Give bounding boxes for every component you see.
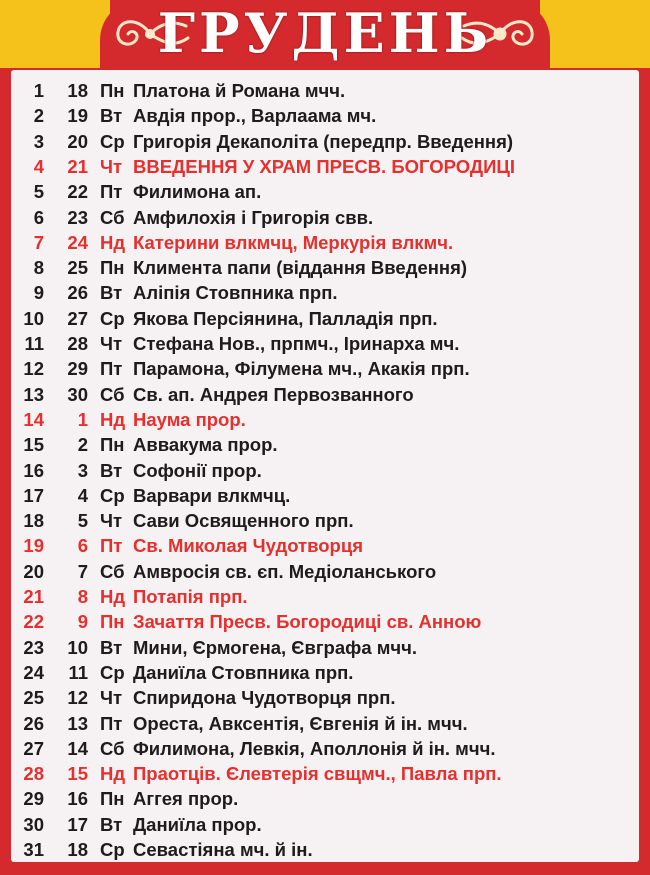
- weekday: Пт: [100, 712, 123, 734]
- old-style-date: 8: [77, 586, 88, 607]
- calendar-row: [11, 837, 639, 862]
- saints-commemoration: Якова Персіянина, Палладія прп.: [133, 307, 438, 329]
- saints-commemoration: Мини, Єрмогена, Євграфа мчч.: [133, 636, 418, 658]
- saints-commemoration: Св. Миколая Чудотворця: [133, 535, 363, 557]
- day-number: 28: [23, 763, 44, 785]
- day-number: 2: [33, 105, 44, 127]
- calendar-row: [11, 660, 639, 685]
- calendar-row-holiday: [11, 154, 639, 179]
- calendar-row: [11, 736, 639, 761]
- weekday: Пн: [100, 434, 125, 456]
- saints-commemoration: Праотців. Єлевтерія свщмч., Павла прп.: [133, 763, 502, 785]
- calendar-panel: [11, 70, 639, 862]
- weekday: Пт: [100, 358, 123, 380]
- page-title: ГРУДЕНЬ: [157, 1, 493, 65]
- saints-commemoration: Амвросія св. єп. Медіоланського: [133, 560, 437, 582]
- saints-commemoration: Стефана Нов., прпмч., Іринарха мч.: [133, 333, 460, 354]
- saints-commemoration: Спиридона Чудотворця прп.: [133, 687, 396, 709]
- old-style-date: 23: [67, 206, 88, 228]
- saints-commemoration: Ореста, Авксентія, Євгенія й ін. мчч.: [133, 712, 468, 734]
- calendar-row: [11, 205, 639, 230]
- calendar-row: [11, 103, 639, 128]
- calendar-row: [11, 635, 639, 660]
- calendar-row-holiday: [11, 407, 639, 432]
- saints-commemoration: Парамона, Філумена мч., Акакія прп.: [133, 358, 470, 380]
- day-number: 13: [23, 383, 44, 405]
- weekday: Пн: [100, 257, 125, 279]
- saints-commemoration: Даниїла прор.: [133, 813, 262, 835]
- day-number: 19: [23, 535, 44, 557]
- old-style-date: 24: [67, 231, 88, 253]
- day-number: 7: [33, 231, 44, 253]
- saints-commemoration: Зачаття Пресв. Богородиці св. Анною: [133, 611, 482, 633]
- old-style-date: 26: [67, 282, 88, 304]
- old-style-date: 16: [67, 788, 88, 810]
- saints-commemoration: Филимона ап.: [133, 181, 262, 203]
- weekday: Сб: [100, 206, 125, 228]
- weekday: Пт: [100, 181, 123, 203]
- saints-commemoration: Варвари влкмчц.: [133, 484, 291, 506]
- calendar-row: [11, 306, 639, 331]
- old-style-date: 15: [67, 763, 88, 785]
- weekday: Пн: [100, 611, 125, 633]
- calendar-row: [11, 508, 639, 533]
- weekday: Пт: [100, 535, 123, 557]
- saints-commemoration: Софонії прор.: [133, 459, 262, 481]
- calendar-row: [11, 331, 639, 356]
- calendar-row-holiday: [11, 761, 639, 786]
- weekday: Ср: [100, 307, 125, 329]
- saints-commemoration: Платона й Романа мчч.: [133, 80, 346, 101]
- weekday: Чт: [100, 155, 123, 177]
- day-number: 17: [23, 484, 44, 506]
- saints-commemoration: Даниїла Стовпника прп.: [133, 661, 354, 683]
- old-style-date: 14: [67, 737, 88, 759]
- weekday: Сб: [100, 560, 125, 582]
- old-style-date: 22: [67, 181, 88, 203]
- old-style-date: 30: [67, 383, 88, 405]
- old-style-date: 10: [67, 636, 88, 658]
- weekday: Сб: [100, 737, 125, 759]
- saints-commemoration: Климента папи (віддання Введення): [133, 257, 468, 279]
- weekday: Вт: [100, 636, 123, 658]
- old-style-date: 25: [67, 257, 88, 279]
- old-style-date: 21: [67, 155, 88, 177]
- saints-commemoration: Авдія прор., Варлаама мч.: [133, 105, 377, 127]
- saints-commemoration: ВВЕДЕННЯ У ХРАМ ПРЕСВ. БОГОРОДИЦІ: [133, 155, 516, 177]
- calendar-row: [11, 711, 639, 736]
- day-number: 15: [23, 434, 44, 456]
- weekday: Пн: [100, 788, 125, 810]
- old-style-date: 28: [67, 333, 88, 354]
- old-style-date: 4: [77, 484, 88, 506]
- old-style-date: 18: [67, 839, 88, 860]
- day-number: 31: [23, 839, 44, 860]
- day-number: 5: [33, 181, 44, 203]
- weekday: Сб: [100, 383, 125, 405]
- day-number: 29: [23, 788, 44, 810]
- old-style-date: 20: [67, 130, 88, 152]
- old-style-date: 11: [68, 661, 88, 683]
- saints-commemoration: Аггея прор.: [133, 788, 239, 810]
- calendar-row: [11, 129, 639, 154]
- day-number: 3: [33, 130, 44, 152]
- weekday: Ср: [100, 661, 125, 683]
- day-number: 27: [23, 737, 44, 759]
- day-number: 10: [23, 307, 44, 329]
- calendar-row: [11, 483, 639, 508]
- saints-commemoration: Аліпія Стовпника прп.: [133, 282, 338, 304]
- old-style-date: 17: [67, 813, 88, 835]
- old-style-date: 12: [67, 687, 88, 709]
- calendar-row: [11, 356, 639, 381]
- saints-commemoration: Григорія Декаполіта (передпр. Введення): [133, 130, 514, 152]
- day-number: 22: [23, 611, 44, 633]
- weekday: Нд: [100, 408, 126, 430]
- day-number: 16: [23, 459, 44, 481]
- calendar-row: [11, 78, 639, 103]
- weekday: Пн: [100, 80, 125, 101]
- weekday: Нд: [100, 586, 126, 607]
- old-style-date: 18: [67, 80, 88, 101]
- day-number: 21: [23, 586, 44, 607]
- old-style-date: 5: [77, 510, 88, 532]
- saints-commemoration: Св. ап. Андрея Первозванного: [133, 383, 414, 405]
- saints-commemoration: Потапія прп.: [133, 586, 248, 607]
- calendar-row: [11, 255, 639, 280]
- day-number: 14: [23, 408, 44, 430]
- day-number: 20: [23, 560, 44, 582]
- saints-commemoration: Катерини влкмчц, Меркурія влкмч.: [133, 231, 454, 253]
- weekday: Ср: [100, 484, 125, 506]
- calendar-row: [11, 812, 639, 837]
- calendar-row: [11, 179, 639, 204]
- calendar-row: [11, 382, 639, 407]
- calendar-row-holiday: [11, 584, 639, 609]
- old-style-date: 29: [67, 358, 88, 380]
- weekday: Вт: [100, 282, 123, 304]
- day-number: 11: [24, 333, 44, 354]
- old-style-date: 9: [77, 611, 88, 633]
- saints-commemoration: Севастіяна мч. й ін.: [133, 839, 313, 860]
- calendar-row: [11, 685, 639, 710]
- old-style-date: 3: [77, 459, 88, 481]
- day-number: 12: [23, 358, 44, 380]
- weekday: Ср: [100, 839, 125, 860]
- old-style-date: 13: [67, 712, 88, 734]
- calendar-row: [11, 559, 639, 584]
- weekday: Чт: [100, 333, 123, 354]
- old-style-date: 1: [77, 408, 88, 430]
- day-number: 8: [33, 257, 44, 279]
- old-style-date: 2: [77, 434, 88, 456]
- saints-commemoration: Сави Освященного прп.: [133, 510, 354, 532]
- day-number: 6: [33, 206, 44, 228]
- calendar-row-holiday: [11, 533, 639, 558]
- calendar-row-holiday: [11, 230, 639, 255]
- weekday: Ср: [100, 130, 125, 152]
- saints-commemoration: Амфилохія і Григорія свв.: [133, 206, 374, 228]
- saints-commemoration: Наума прор.: [133, 408, 246, 430]
- day-number: 9: [33, 282, 44, 304]
- calendar-row-holiday: [11, 609, 639, 634]
- calendar-row: [11, 786, 639, 811]
- weekday: Вт: [100, 813, 123, 835]
- day-number: 25: [23, 687, 44, 709]
- old-style-date: 6: [77, 535, 88, 557]
- weekday: Нд: [100, 763, 126, 785]
- weekday: Чт: [100, 510, 123, 532]
- saints-commemoration: Филимона, Левкія, Аполлонія й ін. мчч.: [133, 737, 496, 759]
- calendar-row: [11, 432, 639, 457]
- day-number: 26: [23, 712, 44, 734]
- day-number: 4: [33, 155, 44, 177]
- calendar-row: [11, 280, 639, 305]
- old-style-date: 27: [67, 307, 88, 329]
- day-number: 1: [33, 80, 44, 101]
- old-style-date: 7: [77, 560, 88, 582]
- old-style-date: 19: [67, 105, 88, 127]
- day-number: 23: [23, 636, 44, 658]
- weekday: Вт: [100, 459, 123, 481]
- day-number: 24: [23, 661, 44, 683]
- day-number: 18: [23, 510, 44, 532]
- weekday: Чт: [100, 687, 123, 709]
- weekday: Вт: [100, 105, 123, 127]
- calendar-row: [11, 458, 639, 483]
- weekday: Нд: [100, 231, 126, 253]
- day-number: 30: [23, 813, 44, 835]
- saints-commemoration: Аввакума прор.: [133, 434, 278, 456]
